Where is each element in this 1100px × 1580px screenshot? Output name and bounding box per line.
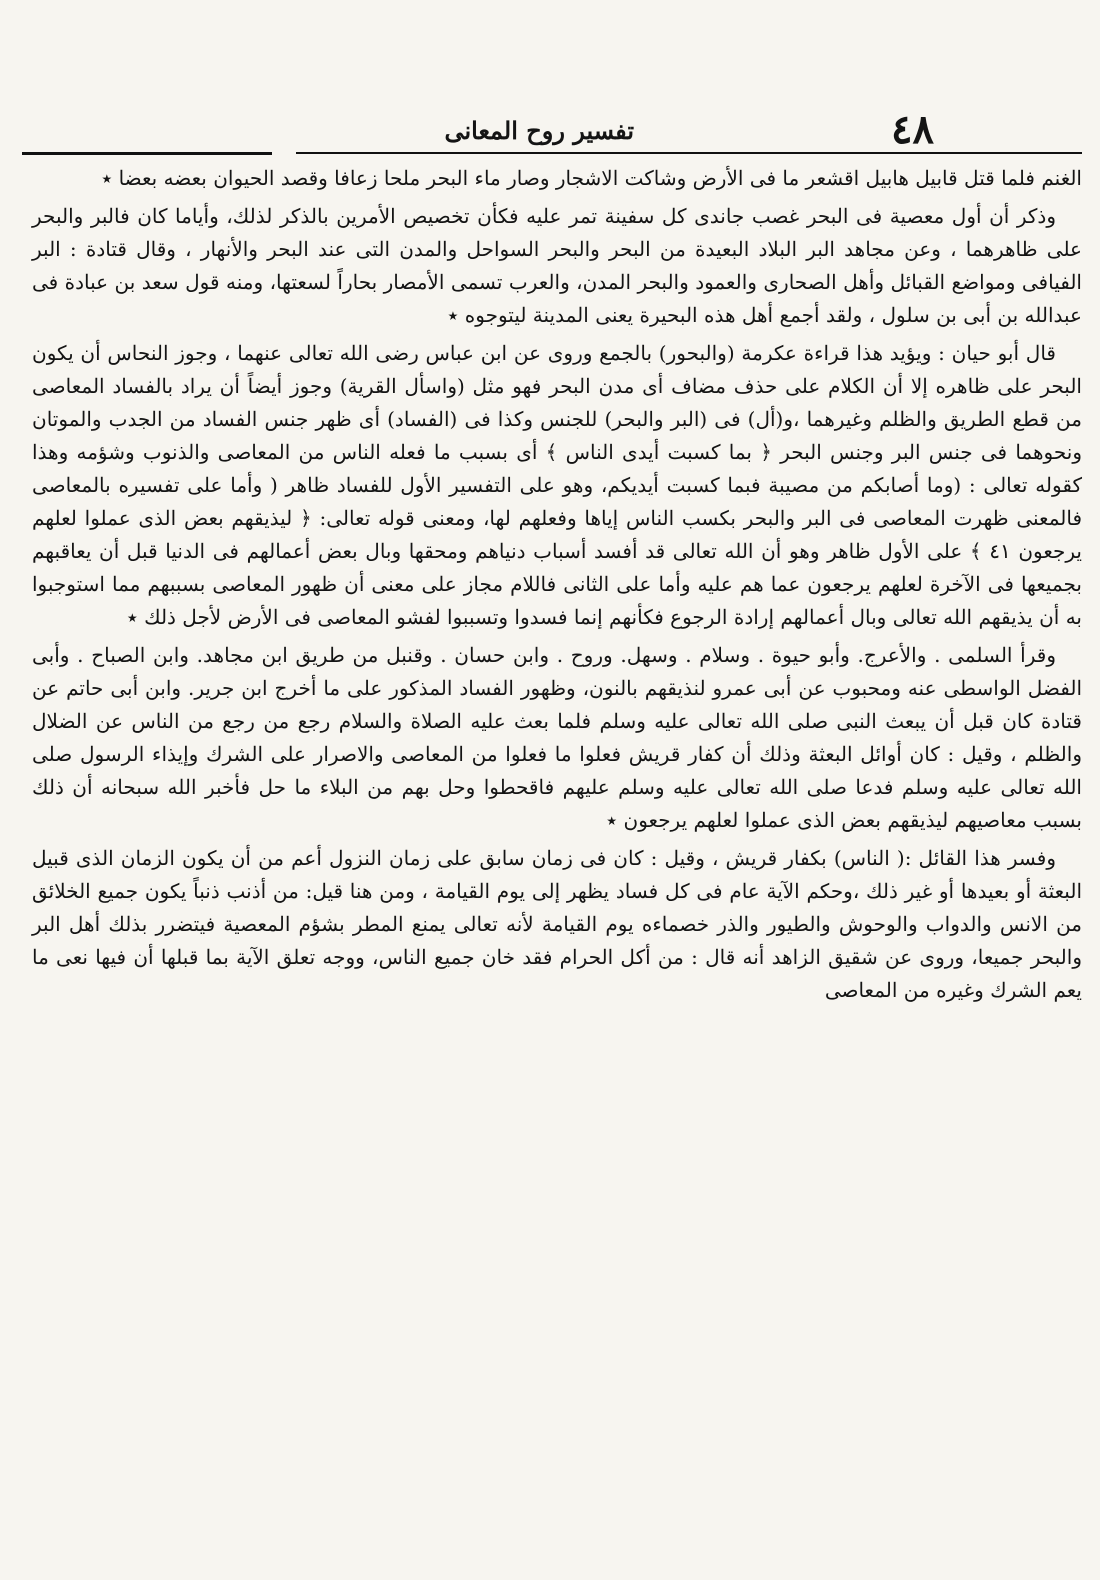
- paragraph: وذكر أن أول معصية فى البحر غصب جاندى كل سفينة تمر عليه فكأن تخصيص الأمرين بالذكر لذلك، وأياما كان فالبر والبحر على ظاهرهما ، وعن مجاهد البر البلاد البعيدة من البحر والبحر السواحل والمدن التى عند البحر والأنهار ، وقال قتادة : البر الفيافى ومواضع القبائل وأهل الصحارى والعمود والبحر المدن، والعرب تسمى الأمصار بحاراً لسعتها، ومنه قول سعد بن عبادة فى عبدالله بن أبى بن سلول ، ولقد أجمع أهل هذه البحيرة يعنى المدينة ليتوجوه ٭: [32, 204, 1082, 327]
- running-title: تفسير روح المعانى: [444, 116, 634, 145]
- paragraph: وقرأ السلمى . والأعرج. وأبو حيوة . وسلام . وسهل. وروح . وابن حسان . وقنبل من طريق ابن مجاهد. وابن الصباح . وأبى الفضل الواسطى عنه ومحبوب عن أبى عمرو لنذيقهم بالنون، وظهور الفساد المذكور على ما أخرج ابن جرير. وابن أبى حاتم عن قتادة كان قبل أن يبعث النبى صلى الله تعالى عليه وسلم فلما بعث عليه الصلاة والسلام رجع من رجع من الناس عن الضلال والظلم ، وقيل : كان أوائل البعثة وذلك أن كفار قريش فعلوا ما فعلوا من المعاصى والاصرار على الشرك وإيذاء الرسول صلى الله تعالى عليه وسلم فدعا صلى الله تعالى عليه وسلم عليهم فاقحطوا وحل بهم من البلاء ما حل فأخبر الله سبحانه أن ذلك بسبب معاصيهم ليذيقهم بعض الذى عملوا لعلهم يرجعون ٭: [32, 643, 1082, 832]
- header-rule-thin: [296, 152, 1082, 154]
- page-header: [22, 108, 1084, 156]
- paragraph: قال أبو حيان : ويؤيد هذا قراءة عكرمة (والبحور) بالجمع وروى عن ابن عباس رضى الله تعالى عنهما ، وجوز النحاس أن يكون البحر على ظاهره إلا أن الكلام على حذف مضاف أى مدن البحر فهو مثل (واسأل القرية) وجوز أيضاً أن يراد بالفساد المعاصى من قطع الطريق والظلم وغيرهما ،و(أل) فى (البر والبحر) للجنس وكذا فى (الفساد) أى ظهر جنس الفساد من الجدب والموتان ونحوهما فى جنس البر وجنس البحر ﴿ بما كسبت أيدى الناس ﴾ أى بسبب ما فعله الناس من المعاصى والذنوب وشؤمه وهذا كقوله تعالى : (وما أصابكم من مصيبة فبما كسبت أيديكم، وهو على التفسير الأول للفساد ظاهر ( وأما على تفسيره بالمعاصى فالمعنى ظهرت المعاصى فى البر والبحر بكسب الناس إياها وفعلهم لها، ومعنى قوله تعالى: ﴿ ليذيقهم بعض الذى عملوا لعلهم يرجعون ٤١ ﴾ على الأول ظاهر وهو أن الله تعالى قد أفسد أسباب دنياهم ومحقها وبال بعض أعمالهم فى الدنيا قبل أن يعاقبهم بجميعها فى الآخرة لعلهم يرجعون عما هم عليه وأما على الثانى فاللام مجاز على معنى أن ظهور المعاصى بسببهم مما استوجبوا به أن يذيقهم الله تعالى وبال أعمالهم إرادة الرجوع فكأنهم إنما فسدوا وتسببوا لفشو المعاصى فى الأرض لأجل ذلك ٭: [32, 341, 1082, 629]
- paragraph: وفسر هذا القائل :( الناس) بكفار قريش ، وقيل : كان فى زمان سابق على زمان النزول أعم من أن يكون الزمان الذى قبيل البعثة أو بعيدها أو غير ذلك ،وحكم الآية عام فى كل فساد يظهر إلى يوم القيامة ، ومن هنا قيل: من أذنب ذنباً يكون جميع الخلائق من الانس والدواب والوحوش والطيور والذر خصماءه يوم القيامة لأنه تعالى يمنع المطر بشؤم المعصية فيتضرر بذلك أهل البر والبحر جميعا، وروى عن شقيق الزاهد أنه قال : من أكل الحرام فقد خان جميع الناس، ووجه تعلق الآية بما قبلها أن فيها نعى ما يعم الشرك وغيره من المعاصى: [32, 846, 1083, 1002]
- body-text: [32, 162, 1082, 1562]
- page-number: ٤٨: [891, 106, 934, 153]
- paragraph: الغنم فلما قتل قابيل هابيل اقشعر ما فى الأرض وشاكت الاشجار وصار ماء البحر ملحا زعافا وقصد الحيوان بعضه بعضا ٭: [101, 166, 1082, 190]
- header-rule-thick: [22, 152, 272, 155]
